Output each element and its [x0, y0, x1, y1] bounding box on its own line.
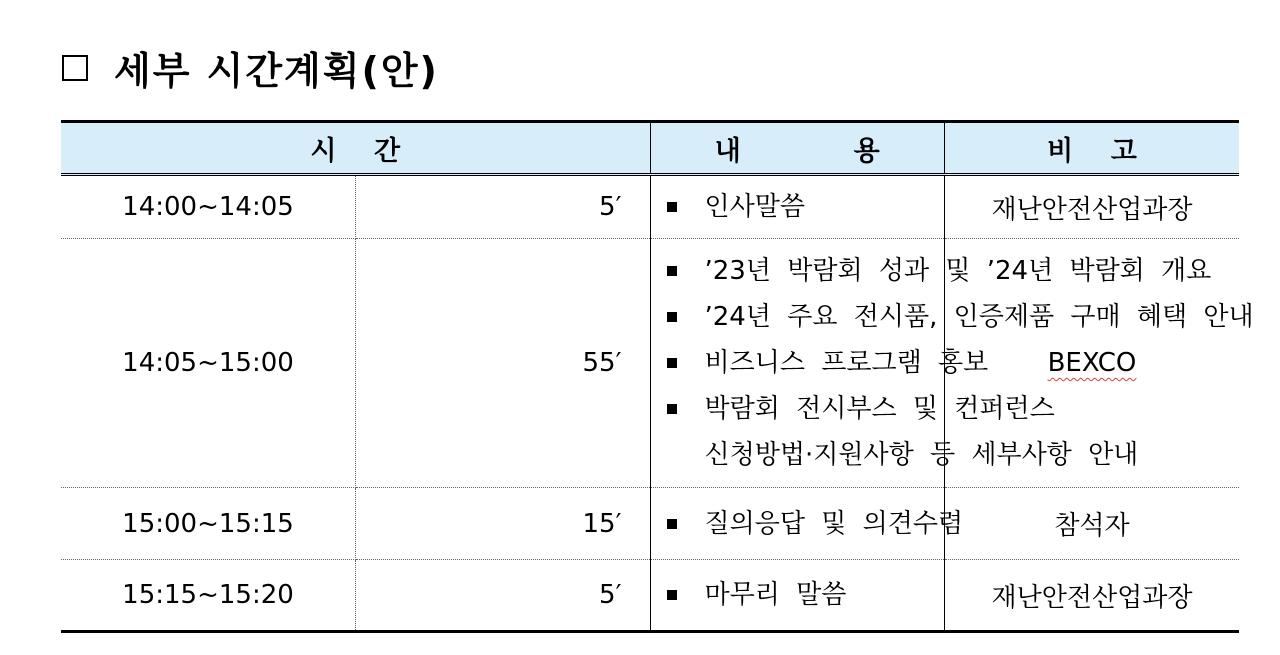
- table-row: [61, 560, 1239, 632]
- content-cell: [650, 488, 964, 560]
- checkbox-square-icon: [62, 55, 88, 81]
- list-item: [667, 184, 945, 230]
- bullet-icon: [667, 312, 677, 322]
- list-item: [667, 386, 1055, 432]
- page-title: [62, 40, 439, 95]
- item-text: ’24년 주요 전시품, 인증제품 구매 혜택 안내: [704, 302, 1254, 332]
- header-content: 내 용: [650, 122, 945, 175]
- time-cell: 15:15~15:20: [61, 560, 356, 632]
- content-cell: [650, 175, 945, 239]
- bullet-icon: [667, 404, 677, 414]
- list-item: [667, 248, 1212, 294]
- list-item: [667, 501, 964, 547]
- minutes-cell: 5′: [356, 560, 651, 632]
- minutes-cell: 5′: [356, 175, 651, 239]
- minutes-cell: 55′: [356, 239, 651, 488]
- note-cell: 재난안전산업과장: [945, 175, 1240, 239]
- list-item: [667, 340, 989, 386]
- bullet-icon: [667, 519, 677, 529]
- table-row: [61, 488, 1239, 560]
- list-item-continuation: 신청방법·지원사항 등 세부사항 안내: [704, 440, 1139, 470]
- content-cell: [650, 560, 945, 632]
- item-text: 질의응답 및 의견수렴: [704, 508, 964, 539]
- note-cell: 참석자: [945, 488, 1240, 560]
- header-note: 비 고: [945, 122, 1240, 175]
- note-cell: 재난안전산업과장: [945, 560, 1240, 632]
- bullet-icon: [667, 590, 677, 600]
- time-cell: 15:00~15:15: [61, 488, 356, 560]
- item-text: 비즈니스 프로그램 홍보: [704, 348, 989, 378]
- minutes-cell: 15′: [356, 488, 651, 560]
- bullet-icon: [667, 266, 677, 276]
- title-text: 세부 시간계획(안): [114, 49, 439, 93]
- time-cell: 14:05~15:00: [61, 239, 356, 488]
- header-time: 시 간: [61, 122, 650, 175]
- table-header-row: [61, 122, 1239, 175]
- item-text: 마무리 말씀: [704, 580, 847, 610]
- schedule-table: [61, 120, 1254, 633]
- item-text: ’23년 박람회 성과 및 ’24년 박람회 개요: [704, 256, 1212, 286]
- list-item: [667, 294, 1254, 340]
- bullet-icon: [667, 202, 677, 212]
- time-cell: 14:00~14:05: [61, 175, 356, 239]
- list-item: [667, 572, 945, 618]
- bullet-icon: [667, 358, 677, 368]
- note-text: BEXCO: [1047, 348, 1137, 378]
- item-text: 박람회 전시부스 및 컨퍼런스: [704, 394, 1055, 424]
- table-row: [61, 175, 1239, 239]
- item-text: 인사말씀: [704, 192, 805, 222]
- table-row: [61, 239, 1239, 488]
